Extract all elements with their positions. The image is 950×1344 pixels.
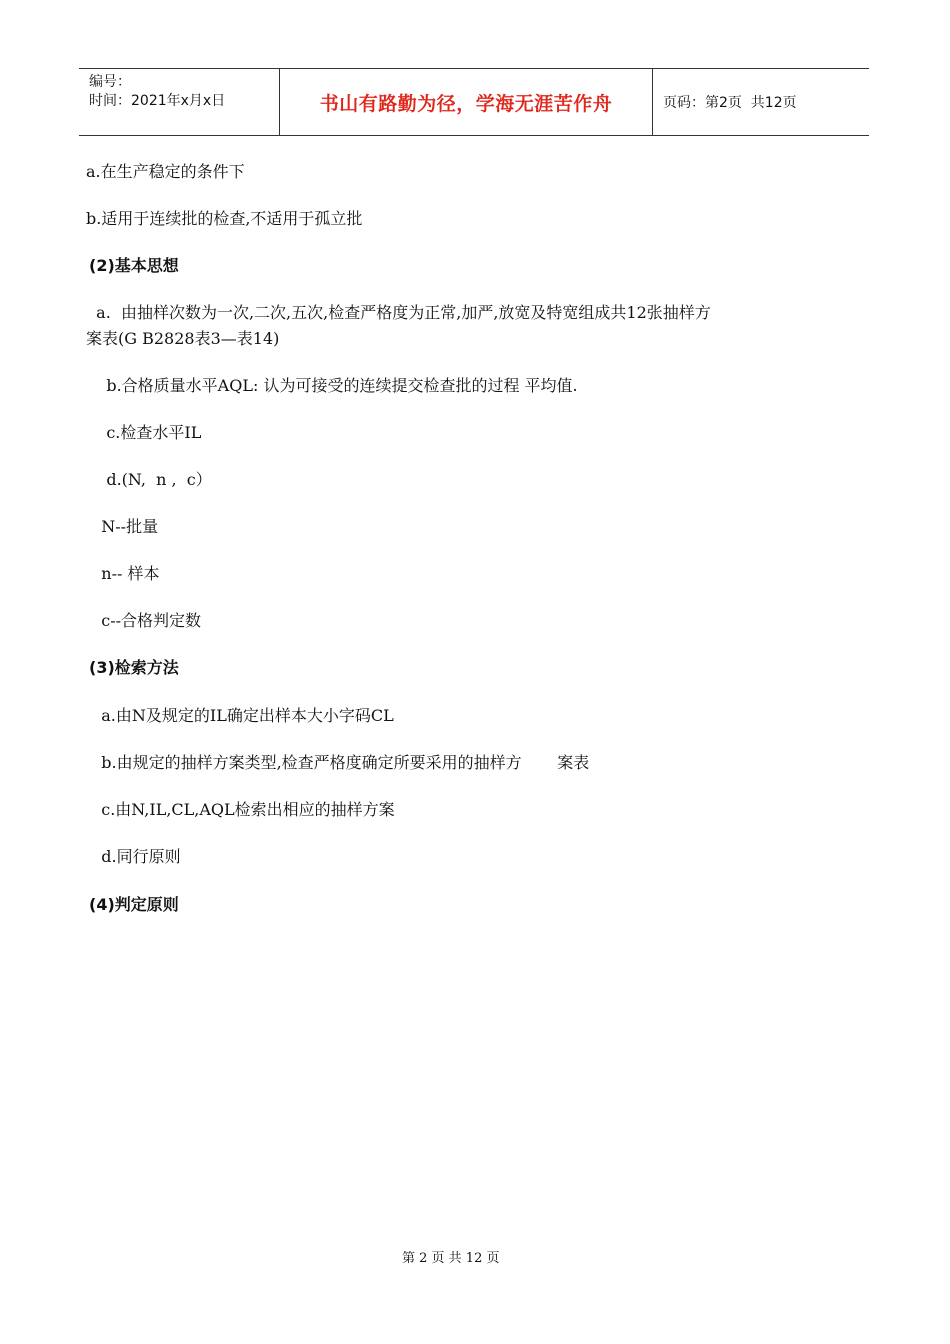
body-line-2a-2: 案表(G B2828表3—表14) [86, 329, 280, 348]
serial-number-label: 编号： [89, 74, 131, 90]
body-line-b1: b.适用于连续批的检查,不适用于孤立批 [86, 209, 363, 228]
body-line-2c: c.检查水平IL [86, 423, 202, 442]
section-heading-2: (2)基本思想 [89, 256, 179, 275]
body-line-3c: c.由N,IL,CL,AQL检索出相应的抽样方案 [86, 800, 395, 819]
page-footer: 第 2 页 共 12 页 [402, 1251, 500, 1266]
page-header [79, 68, 869, 136]
body-line-c: c--合格判定数 [86, 611, 202, 630]
body-line-3b: b.由规定的抽样方案类型,检查严格度确定所要采用的抽样方 案表 [86, 753, 590, 772]
section-heading-4: (4)判定原则 [89, 895, 179, 914]
motto-text: 书山有路勤为径，学海无涯苦作舟 [319, 92, 613, 115]
body-line-2d: d.(N, n , c） [86, 470, 212, 489]
page-indicator: 页码：第2页 共12页 [663, 95, 797, 111]
body-line-a1: a.在生产稳定的条件下 [86, 162, 245, 181]
header-meta-cell [79, 69, 280, 135]
body-line-3a: a.由N及规定的IL确定出样本大小字码CL [86, 706, 394, 725]
body-line-N: N--批量 [86, 517, 159, 536]
date-label: 时间：2021年x月x日 [89, 93, 226, 109]
body-line-3d: d.同行原则 [86, 847, 181, 866]
header-page-cell [653, 69, 869, 135]
body-line-2b: b.合格质量水平AQL: 认为可接受的连续提交检查批的过程 平均值. [86, 376, 578, 395]
header-motto-cell [280, 69, 653, 135]
body-line-2a-1: a. 由抽样次数为一次,二次,五次,检查严格度为正常,加严,放宽及特宽组成共12张抽样方 [86, 303, 711, 322]
section-heading-3: (3)检索方法 [89, 658, 179, 677]
body-line-n: n-- 样本 [86, 564, 160, 583]
